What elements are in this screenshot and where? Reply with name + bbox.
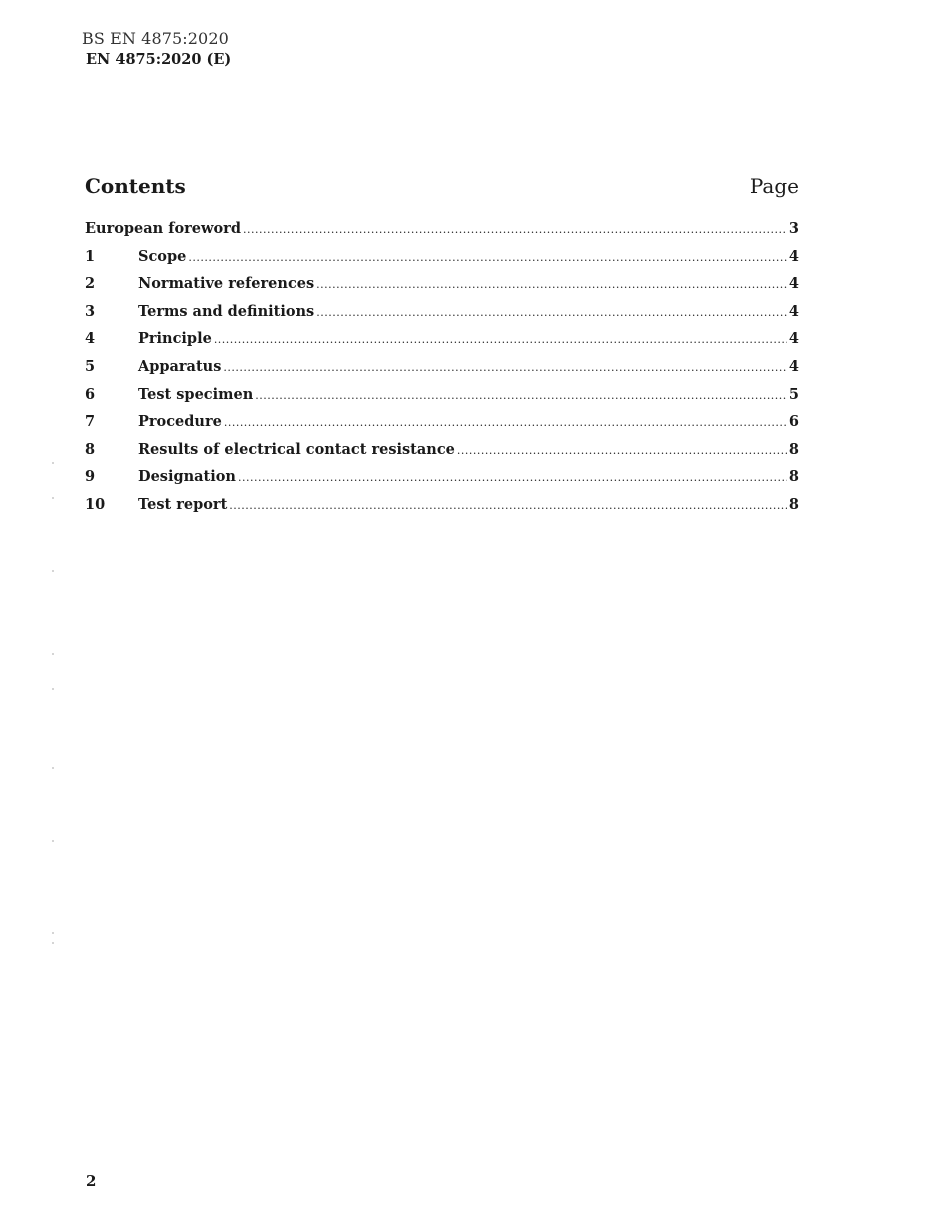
table-of-contents	[85, 218, 799, 522]
toc-entry-page: 6	[788, 413, 799, 431]
toc-entry-results[interactable]	[85, 439, 799, 467]
toc-entry-page: 4	[788, 247, 799, 265]
toc-entry-number: 10	[85, 495, 106, 513]
toc-entry-title: Designation	[138, 468, 236, 486]
toc-entry-number: 1	[85, 247, 96, 265]
toc-entry-page: 4	[788, 357, 799, 375]
toc-entry-normative-references[interactable]	[85, 273, 799, 301]
page-column-heading: Page	[749, 174, 799, 198]
toc-entry-procedure[interactable]	[85, 411, 799, 439]
toc-leader-dots	[238, 467, 787, 489]
standard-reference-en: EN 4875:2020 (E)	[86, 51, 232, 68]
page-number: 2	[86, 1172, 97, 1190]
toc-entry-scope[interactable]	[85, 246, 799, 274]
toc-entry-number: 9	[85, 468, 96, 486]
toc-entry-title: Procedure	[138, 413, 222, 431]
toc-entry-page: 8	[788, 440, 799, 458]
toc-entry-number: 4	[85, 330, 96, 348]
toc-leader-dots	[255, 385, 787, 407]
toc-leader-dots	[316, 274, 787, 296]
toc-entry-title: Test specimen	[138, 385, 254, 403]
toc-entry-title: Normative references	[138, 275, 315, 293]
toc-leader-dots	[224, 412, 787, 434]
toc-entry-page: 3	[788, 220, 799, 237]
toc-entry-number: 7	[85, 413, 96, 431]
toc-leader-dots	[214, 329, 787, 351]
toc-entry-page: 5	[788, 385, 799, 403]
toc-entry-designation[interactable]	[85, 466, 799, 494]
toc-entry-title: Principle	[138, 330, 212, 348]
toc-leader-dots	[229, 495, 787, 517]
toc-entry-apparatus[interactable]	[85, 356, 799, 384]
toc-leader-dots	[223, 357, 787, 379]
toc-entry-european-foreword[interactable]	[85, 218, 799, 246]
toc-entry-number: 8	[85, 440, 96, 458]
toc-entry-number: 2	[85, 275, 96, 293]
toc-entry-page: 8	[788, 468, 799, 486]
toc-leader-dots	[457, 440, 787, 462]
toc-entry-title: Apparatus	[138, 357, 222, 375]
toc-entry-title: Results of electrical contact resistance	[138, 440, 455, 458]
toc-leader-dots	[188, 247, 787, 269]
toc-entry-title: Scope	[138, 247, 187, 265]
toc-entry-title: Terms and definitions	[138, 302, 315, 320]
toc-entry-page: 4	[788, 302, 799, 320]
toc-entry-page: 8	[788, 495, 799, 513]
toc-entry-test-report[interactable]	[85, 494, 799, 522]
toc-entry-page: 4	[788, 275, 799, 293]
toc-leader-dots	[316, 302, 787, 324]
toc-entry-number: 5	[85, 357, 96, 375]
toc-entry-terms-and-definitions[interactable]	[85, 301, 799, 329]
toc-entry-number: 3	[85, 302, 96, 320]
toc-entry-title: European foreword	[85, 220, 241, 237]
toc-entry-principle[interactable]	[85, 328, 799, 356]
toc-leader-dots	[243, 219, 787, 241]
contents-title: Contents	[85, 174, 186, 198]
toc-entry-number: 6	[85, 385, 96, 403]
toc-entry-title: Test report	[138, 495, 228, 513]
toc-entry-page: 4	[788, 330, 799, 348]
standard-reference: BS EN 4875:2020	[82, 29, 229, 48]
toc-entry-test-specimen[interactable]	[85, 384, 799, 412]
